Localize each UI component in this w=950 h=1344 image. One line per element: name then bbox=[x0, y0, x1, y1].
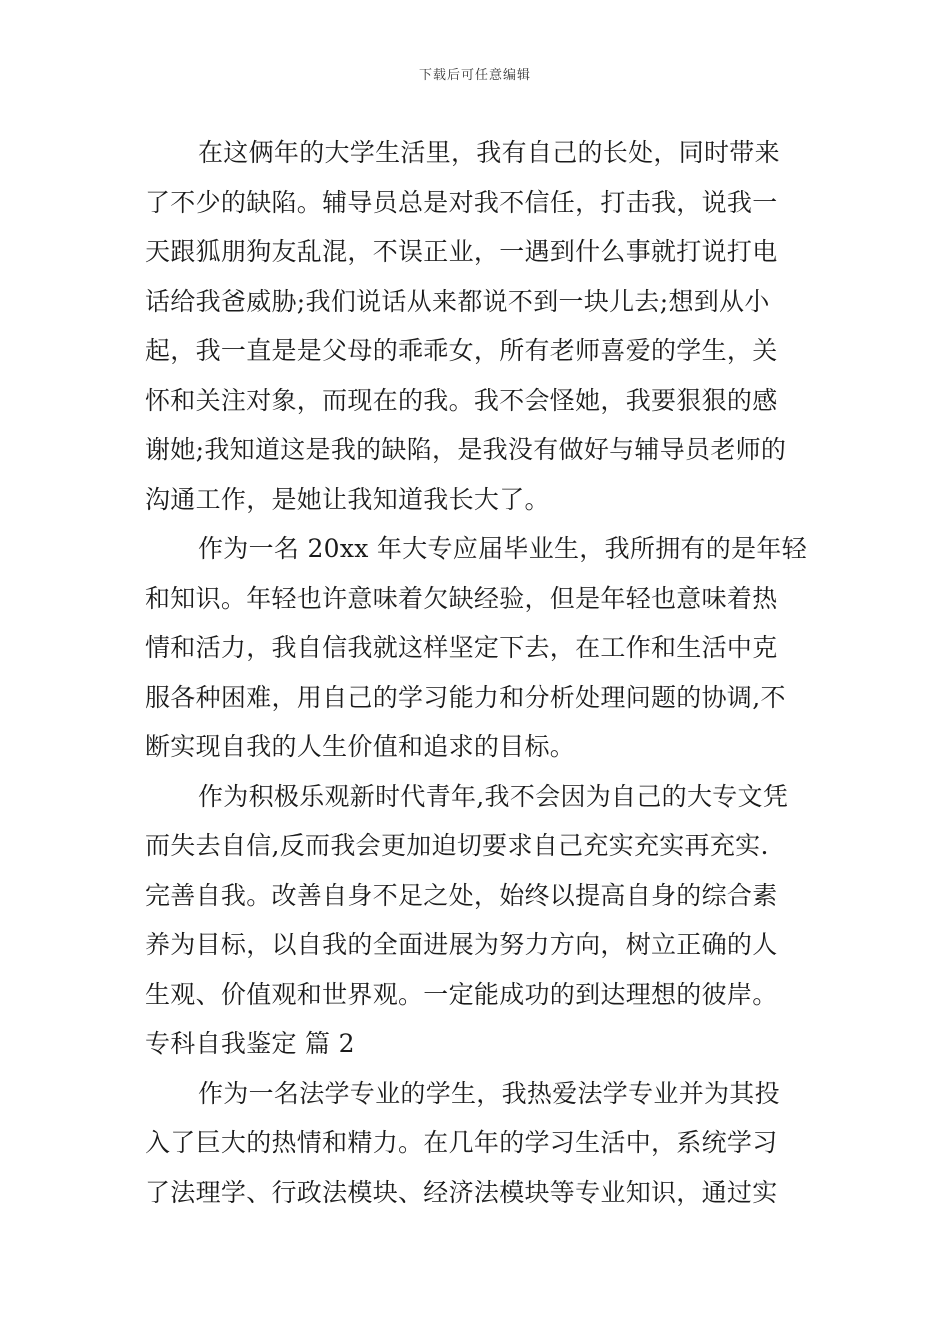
text-line: 起，我一直是是父母的乖乖女，所有老师喜爱的学生，关 bbox=[145, 336, 778, 365]
text-line: 作为积极乐观新时代青年,我不会因为自己的大专文凭 bbox=[198, 781, 789, 811]
text-line: 怀和关注对象，而现在的我。我不会怪她，我要狠狠的感 bbox=[145, 385, 778, 415]
document-body bbox=[145, 128, 807, 1217]
text-line: 和知识。年轻也许意味着欠缺经验，但是年轻也意味着热 bbox=[145, 583, 778, 613]
text-line: 沟通工作，是她让我知道我长大了。 bbox=[145, 484, 550, 514]
text-line: 服各种困难，用自己的学习能力和分析处理问题的协调,不 bbox=[145, 682, 786, 712]
text-line: 谢她;我知道这是我的缺陷，是我没有做好与辅导员老师的 bbox=[145, 435, 787, 464]
section-heading: 专科自我鉴定 篇 2 bbox=[145, 1029, 355, 1058]
text-line: 生观、价值观和世界观。一定能成功的到达理想的彼岸。 bbox=[145, 979, 778, 1009]
text-line: 了法理学、行政法模块、经济法模块等专业知识，通过实 bbox=[145, 1177, 778, 1207]
text-line: 入了巨大的热情和精力。在几年的学习生活中，系统学习 bbox=[145, 1128, 778, 1157]
page-header: 下载后可任意编辑 bbox=[418, 68, 531, 83]
text-line: 情和活力，我自信我就这样坚定下去，在工作和生活中克 bbox=[145, 633, 778, 662]
text-line: 作为一名 20xx 年大专应届毕业生，我所拥有的是年轻 bbox=[198, 534, 808, 563]
text-line: 作为一名法学专业的学生，我热爱法学专业并为其投 bbox=[198, 1078, 780, 1108]
text-line: 在这俩年的大学生活里，我有自己的长处，同时带来 bbox=[198, 138, 780, 167]
text-line: 天跟狐朋狗友乱混，不误正业，一遇到什么事就打说打电 bbox=[145, 237, 778, 266]
text-line: 而失去自信,反而我会更加迫切要求自己充实充实再充实. bbox=[145, 831, 769, 860]
text-line: 完善自我。改善自身不足之处，始终以提高自身的综合素 bbox=[145, 880, 778, 910]
text-line: 了不少的缺陷。辅导员总是对我不信任，打击我，说我一 bbox=[145, 187, 778, 217]
text-line: 断实现自我的人生价值和追求的目标。 bbox=[145, 732, 576, 761]
text-line: 养为目标，以自我的全面进展为努力方向，树立正确的人 bbox=[145, 930, 778, 959]
text-line: 话给我爸威胁;我们说话从来都说不到一块儿去;想到从小 bbox=[145, 286, 770, 316]
